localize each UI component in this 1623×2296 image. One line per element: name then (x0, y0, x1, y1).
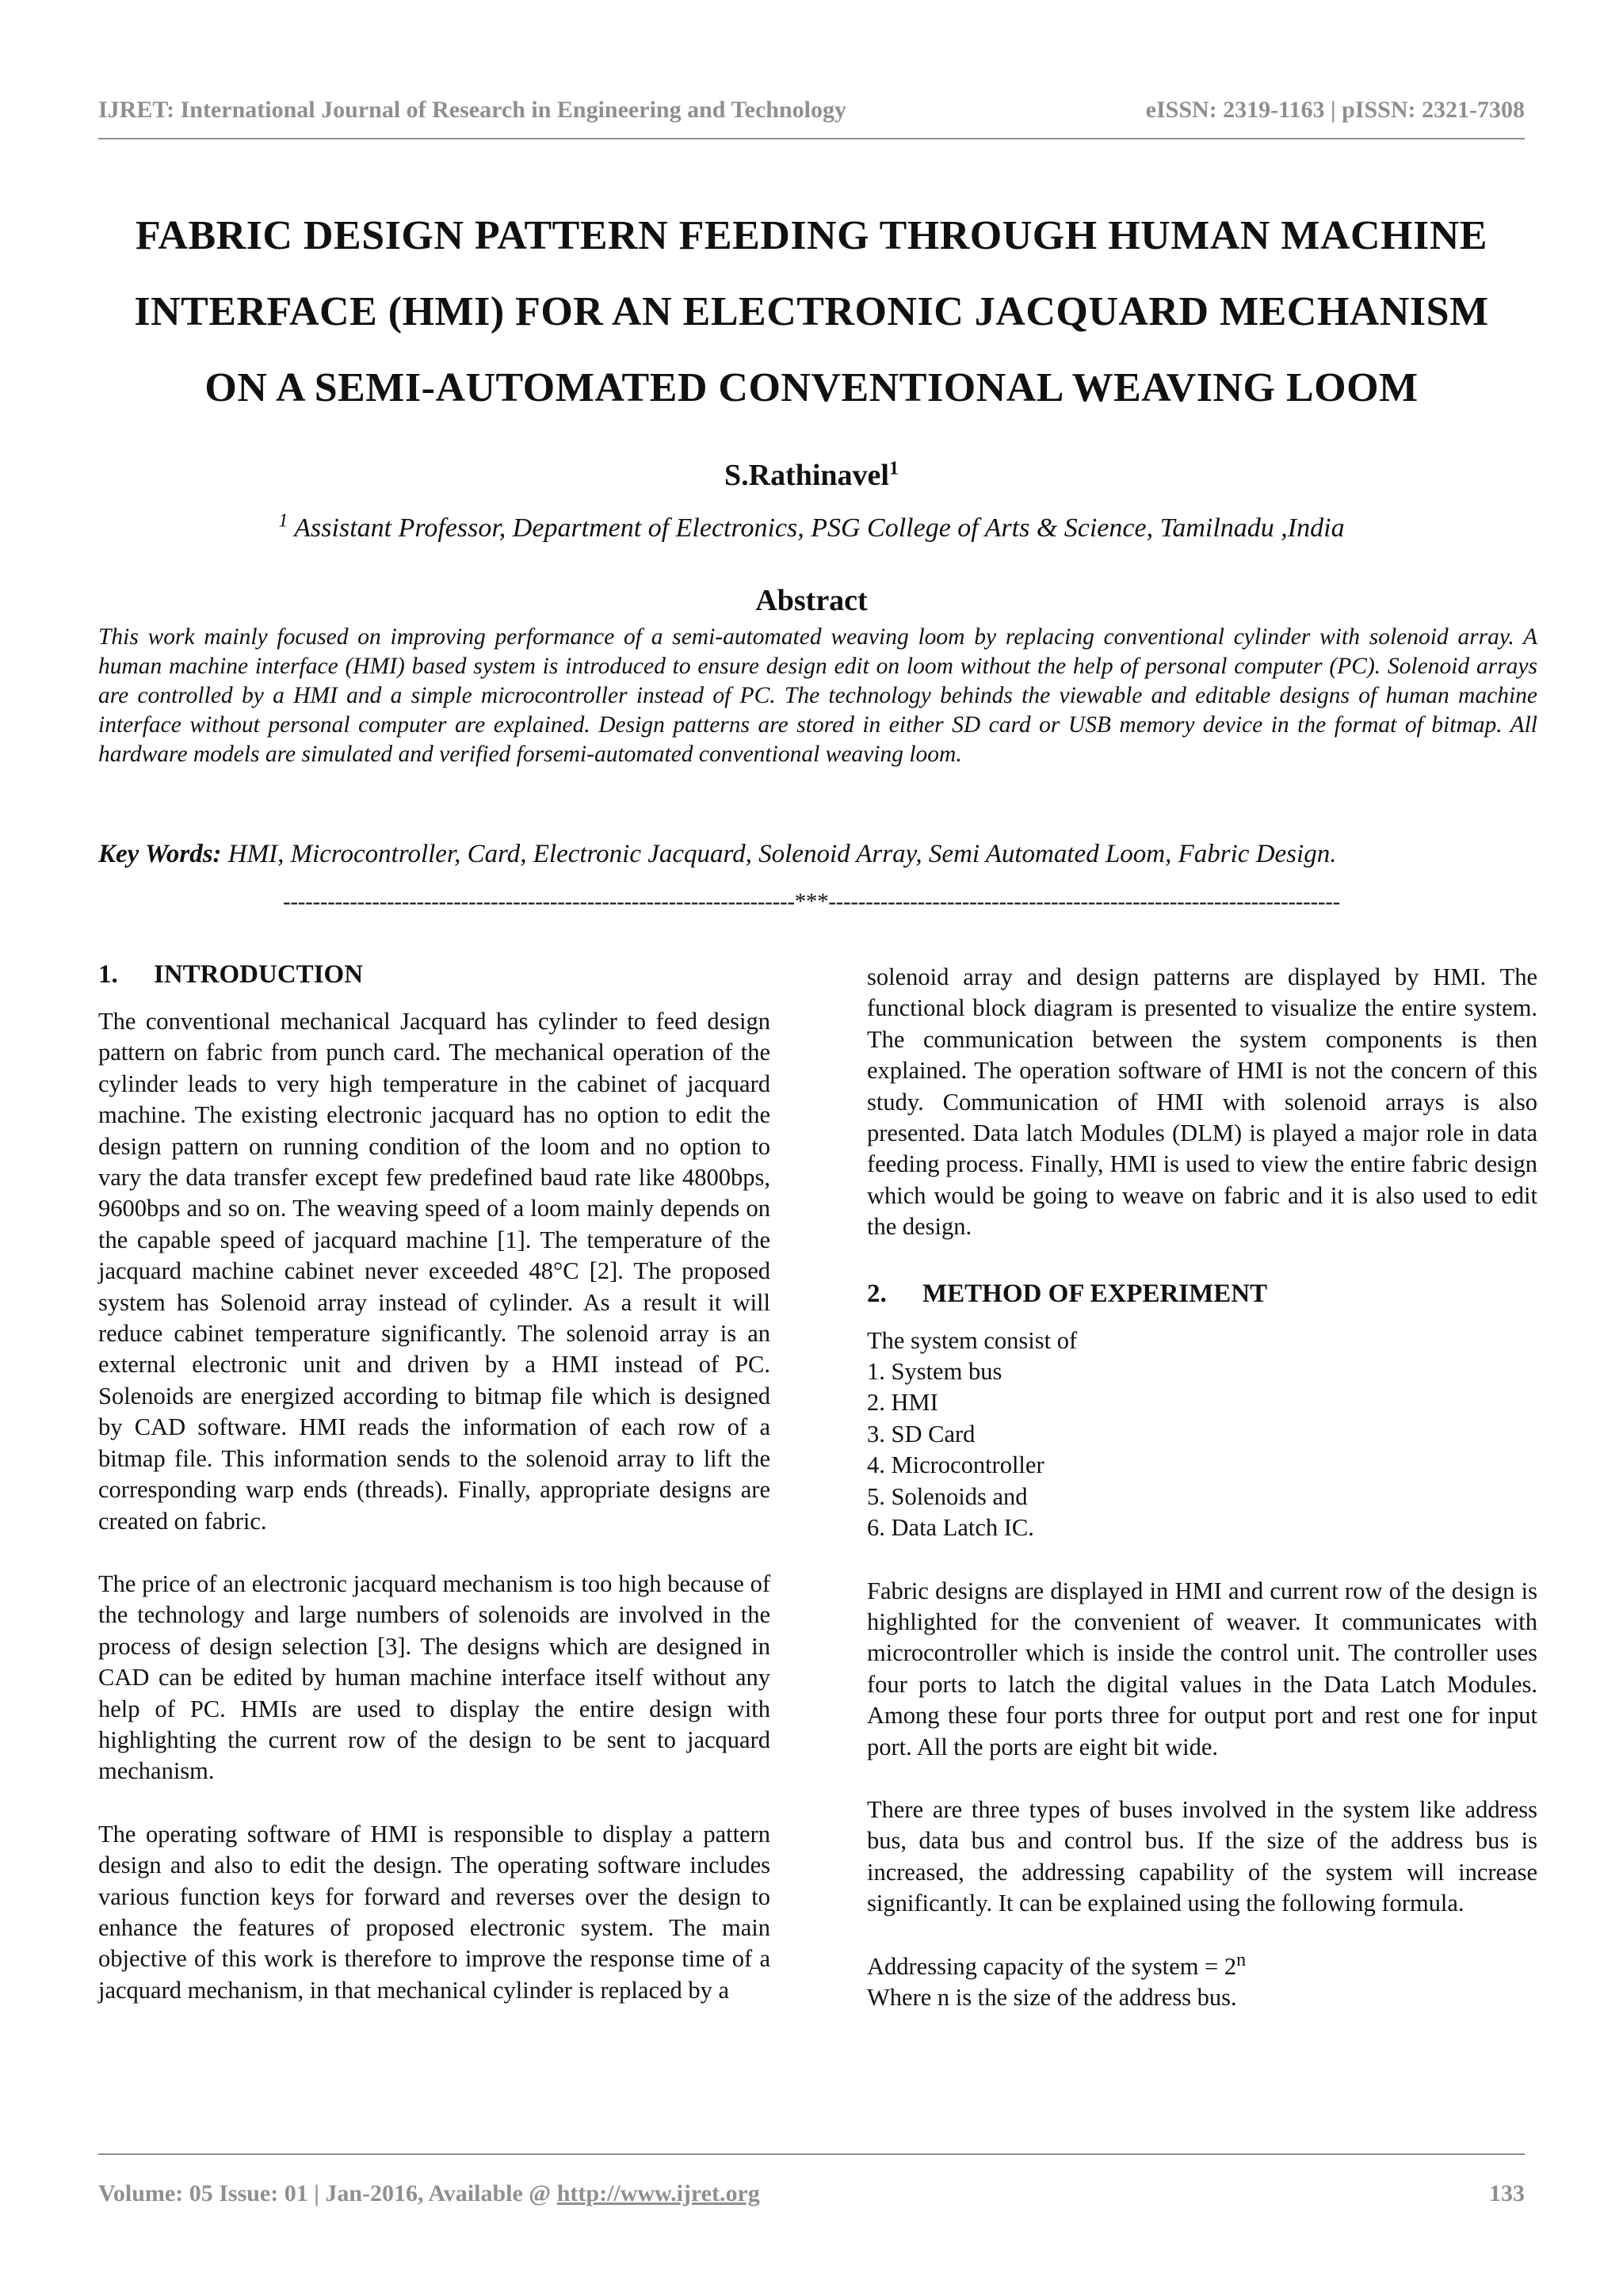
list-intro: The system consist of (867, 1326, 1078, 1354)
author-mark: 1 (888, 458, 899, 479)
journal-link[interactable]: http://www.ijret.org (556, 2180, 760, 2206)
section-heading (98, 959, 770, 990)
section-title: METHOD OF EXPERIMENT (922, 1279, 1268, 1308)
paragraph: The price of an electronic jacquard mechanism is too high because of the technology and large numbers of solenoids are involved in the process of design selection [3]. The designs which are designed in CAD can be edited by human machine interface itself without any help of PC. HMIs are used to display the entire design with highlighting the current row of the design to be sent to jacquard mechanism. (98, 1569, 770, 1785)
paragraph: The conventional mechanical Jacquard has cylinder to feed design pattern on fabric from punch card. The mechanical operation of the cylinder leads to very high temperature in the cabinet of jacquard machine. The existing electronic jacquard has no option to edit the design pattern on running condition of the loom and no option to vary the data transfer except few predefined baud rate like 4800bps, 9600bps and so on. The weaving speed of a loom mainly depends on the capable speed of jacquard machine [1]. The temperature of the jacquard machine cabinet never exceeded 48°C [2]. The proposed system has Solenoid array instead of cylinder. As a result it will reduce cabinet temperature significantly. The solenoid array is an external electronic unit and driven by a HMI instead of PC. Solenoids are energized according to bitmap file which is designed by CAD software. HMI reads the information of each row of a bitmap file. This information sends to the solenoid array to lift the corresponding warp ends (threads). Finally, appropriate designs are created on fabric. (98, 1008, 770, 1535)
abstract-text: This work mainly focused on improving performance of a semi-automated weaving loom by replacing conventional cylinder with solenoid array. A human machine interface (HMI) based system is introduced to ensure design edit on loom without the help of personal computer (PC). Solenoid arrays are controlled by a HMI and a simple microcontroller instead of PC. The technology behinds the viewable and editable designs of human machine interface without personal computer are explained. Design patterns are stored in either SD card or USB memory device in the format of bitmap. All hardware models are simulated and verified forsemi-automated conventional weaving loom. (98, 624, 1537, 767)
section-separator: ---------------------------------------------------------------------***--------------------------------------------------------------------- (283, 889, 1340, 914)
page-number: 133 (1489, 2180, 1525, 2206)
formula (867, 1951, 1537, 1982)
list-item: 6. Data Latch IC. (867, 1514, 1034, 1542)
section-title: INTRODUCTION (154, 960, 364, 989)
footer-rule (98, 2153, 1525, 2155)
affiliation (0, 510, 1623, 543)
footer-volume: Volume: 05 Issue: 01 | Jan-2016, Available @ (98, 2180, 557, 2206)
list-item: 1. System bus (867, 1358, 1002, 1386)
paragraph: The operating software of HMI is responsible to display a pattern design and also to edit the design. The operating software includes various function keys for forward and reverses over the design to enhance the features of proposed electronic system. The main objective of this work is therefore to improve the response time of a jacquard mechanism, in that mechanical cylinder is replaced by a (98, 1820, 770, 2004)
footer-citation (98, 2180, 760, 2207)
section-number: 1. (98, 960, 118, 989)
right-column (867, 962, 1537, 2013)
running-footer (98, 2180, 1525, 2207)
header-rule (98, 138, 1525, 139)
keywords (98, 840, 1537, 869)
affiliation-text: Assistant Professor, Department of Electronics, PSG College of Arts & Science, Tamilnadu ,India (288, 513, 1345, 543)
title-line: FABRIC DESIGN PATTERN FEEDING THROUGH HUMAN MACHINE (136, 213, 1487, 258)
keywords-label: Key Words: (98, 840, 222, 868)
journal-name: IJRET: International Journal of Research in Engineering and Technology (98, 97, 847, 123)
title-line: INTERFACE (HMI) FOR AN ELECTRONIC JACQUARD MECHANISM (134, 289, 1489, 334)
formula-text: Addressing capacity of the system = 2 (867, 1952, 1237, 1980)
section-number: 2. (867, 1279, 887, 1308)
abstract-heading: Abstract (755, 584, 868, 617)
title-line: ON A SEMI-AUTOMATED CONVENTIONAL WEAVING LOOM (204, 365, 1419, 410)
keywords-text: HMI, Microcontroller, Card, Electronic Jacquard, Solenoid Array, Semi Automated Loom, Fabric Design. (221, 840, 1337, 868)
paper-title (79, 198, 1544, 426)
author (0, 458, 1623, 493)
section-heading (867, 1278, 1537, 1310)
paragraph: solenoid array and design patterns are displayed by HMI. The functional block diagram is presented to visualize the entire system. The communication between the system components is then explained. The operation software of HMI is not the concern of this study. Communication of HMI with solenoid arrays is also presented. Data latch Modules (DLM) is played a major role in data feeding process. Finally, HMI is used to view the entire fabric design which would be going to weave on fabric and it is also used to edit the design. (867, 963, 1537, 1241)
list-item: 2. HMI (867, 1389, 938, 1417)
issn: eISSN: 2319-1163 | pISSN: 2321-7308 (1145, 97, 1525, 123)
running-header (98, 97, 1525, 124)
affiliation-mark: 1 (278, 510, 288, 532)
list-item: 4. Microcontroller (867, 1451, 1044, 1479)
left-column (98, 959, 770, 2006)
list-item: 3. SD Card (867, 1420, 976, 1447)
author-name: S.Rathinavel (724, 459, 889, 492)
paragraph: There are three types of buses involved in the system like address bus, data bus and control bus. If the size of the address bus is increased, the addressing capability of the system will increase significantly. It can be explained using the following formula. (867, 1795, 1537, 1917)
paragraph: Fabric designs are displayed in HMI and current row of the design is highlighted for the convenient of weaver. It communicates with microcontroller which is inside the control unit. The controller uses four ports to latch the digital values in the Data Latch Modules. Among these four ports three for output port and rest one for input port. All the ports are eight bit wide. (867, 1577, 1537, 1760)
list-item: 5. Solenoids and (867, 1482, 1028, 1510)
formula-exponent: n (1236, 1949, 1247, 1970)
formula-note: Where n is the size of the address bus. (867, 1983, 1237, 2011)
